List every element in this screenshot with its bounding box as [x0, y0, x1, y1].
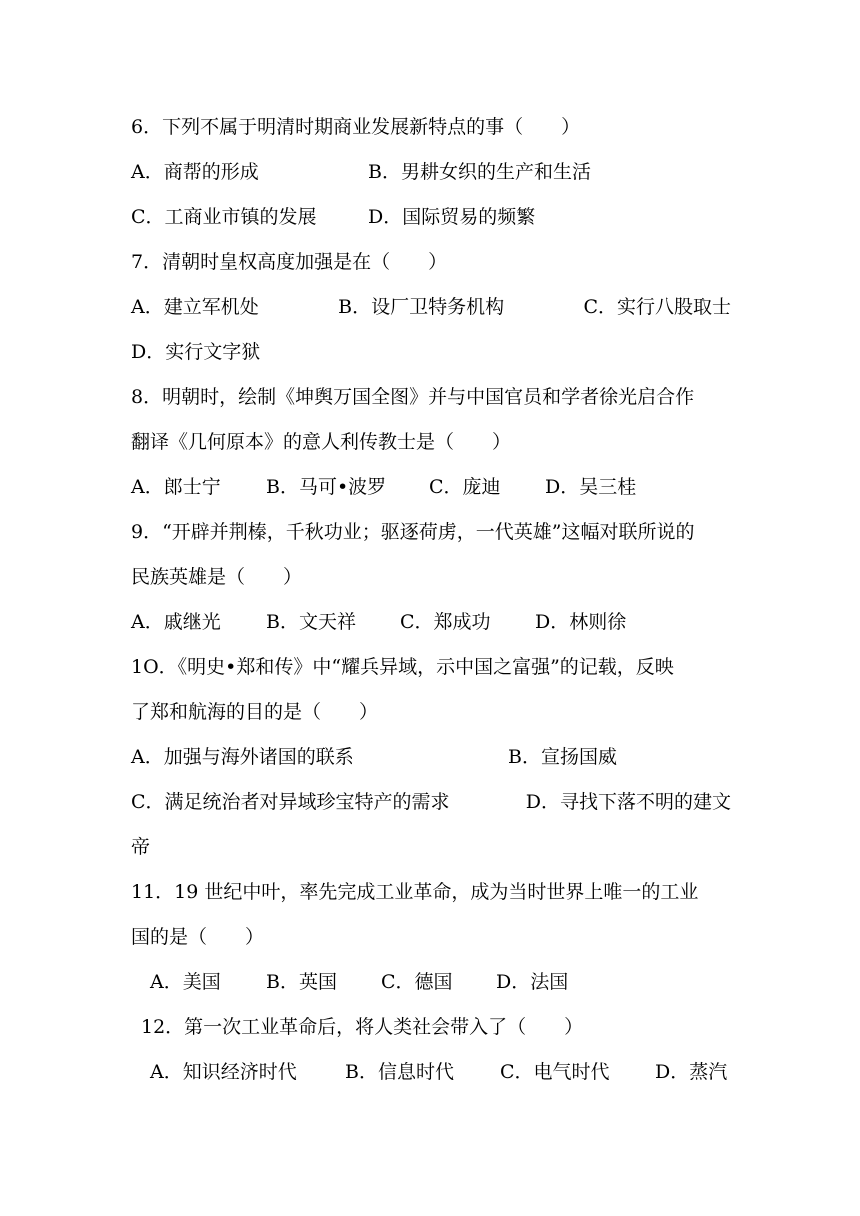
- question-11-stem-line-1: 11．19 世纪中叶，率先完成工业革命，成为当时世界上唯一的工业: [131, 881, 699, 903]
- question-8-option-a: A．郎士宁: [131, 476, 221, 498]
- question-8-option-d: D．吴三桂: [545, 476, 637, 498]
- question-12-option-b: B．信息时代: [345, 1061, 454, 1083]
- question-9-stem-line-2: 民族英雄是（ ）: [131, 566, 303, 588]
- question-8-option-b: B．马可•波罗: [266, 476, 387, 498]
- question-12-option-a: A．知识经济时代: [150, 1061, 297, 1083]
- question-6-option-b: B．男耕女织的生产和生活: [368, 161, 591, 183]
- question-10-option-d: D．寻找下落不明的建文: [525, 791, 731, 813]
- question-9-option-b: B．文天祥: [266, 611, 356, 633]
- question-8-option-c: C．庞迪: [429, 476, 501, 498]
- question-11-option-a: A．美国: [150, 971, 221, 993]
- question-6-option-c: C．工商业市镇的发展: [131, 206, 317, 228]
- question-9-option-c: C．郑成功: [400, 611, 491, 633]
- question-11-option-c: C．德国: [381, 971, 453, 993]
- question-7-option-d: D．实行文字狱: [131, 341, 261, 363]
- question-7-option-b: B．设厂卫特务机构: [338, 296, 505, 318]
- question-6-option-a: A．商帮的形成: [131, 161, 259, 183]
- question-7-options-row-1: [131, 294, 731, 320]
- question-10-option-b: B．宣扬国威: [508, 746, 617, 768]
- question-11-option-d: D．法国: [496, 971, 569, 993]
- question-10-option-a: A．加强与海外诸国的联系: [131, 746, 354, 768]
- question-9-option-d: D．林则徐: [535, 611, 627, 633]
- question-6-option-d: D．国际贸易的频繁: [368, 206, 536, 228]
- question-10-option-c: C．满足统治者对异域珍宝特产的需求: [131, 791, 450, 813]
- question-10-stem-line-1: 1O．《明史•郑和传》中“耀兵异域，示中国之富强”的记载，反映: [131, 656, 674, 678]
- question-11-stem-line-2: 国的是（ ）: [131, 926, 265, 948]
- question-7-stem: 7．清朝时皇权高度加强是在（ ）: [131, 251, 448, 273]
- question-11-option-b: B．英国: [266, 971, 337, 993]
- question-8-stem-line-2: 翻译《几何原本》的意人利传教士是（ ）: [131, 431, 512, 453]
- question-9-option-a: A．戚继光: [131, 611, 221, 633]
- question-12-option-c: C．电气时代: [500, 1061, 610, 1083]
- question-10-option-d-continued: 帝: [131, 836, 151, 858]
- question-7-option-a: A．建立军机处: [131, 296, 259, 318]
- question-10-options-row-2: [131, 789, 731, 815]
- question-8-stem-line-1: 8．明朝时，绘制《坤舆万国全图》并与中国官员和学者徐光启合作: [131, 386, 695, 408]
- question-12-option-d: D．蒸汽: [655, 1061, 728, 1083]
- question-10-stem-line-2: 了郑和航海的目的是（ ）: [131, 701, 379, 723]
- question-7-option-c: C．实行八股取士: [583, 296, 731, 318]
- question-9-stem-line-1: 9．“开辟并荆榛，千秋功业；驱逐荷虏，一代英雄”这幅对联所说的: [131, 521, 695, 543]
- question-6-stem: 6．下列不属于明清时期商业发展新特点的事（ ）: [131, 116, 581, 138]
- question-12-stem: 12．第一次工业革命后，将人类社会带入了（ ）: [141, 1016, 584, 1038]
